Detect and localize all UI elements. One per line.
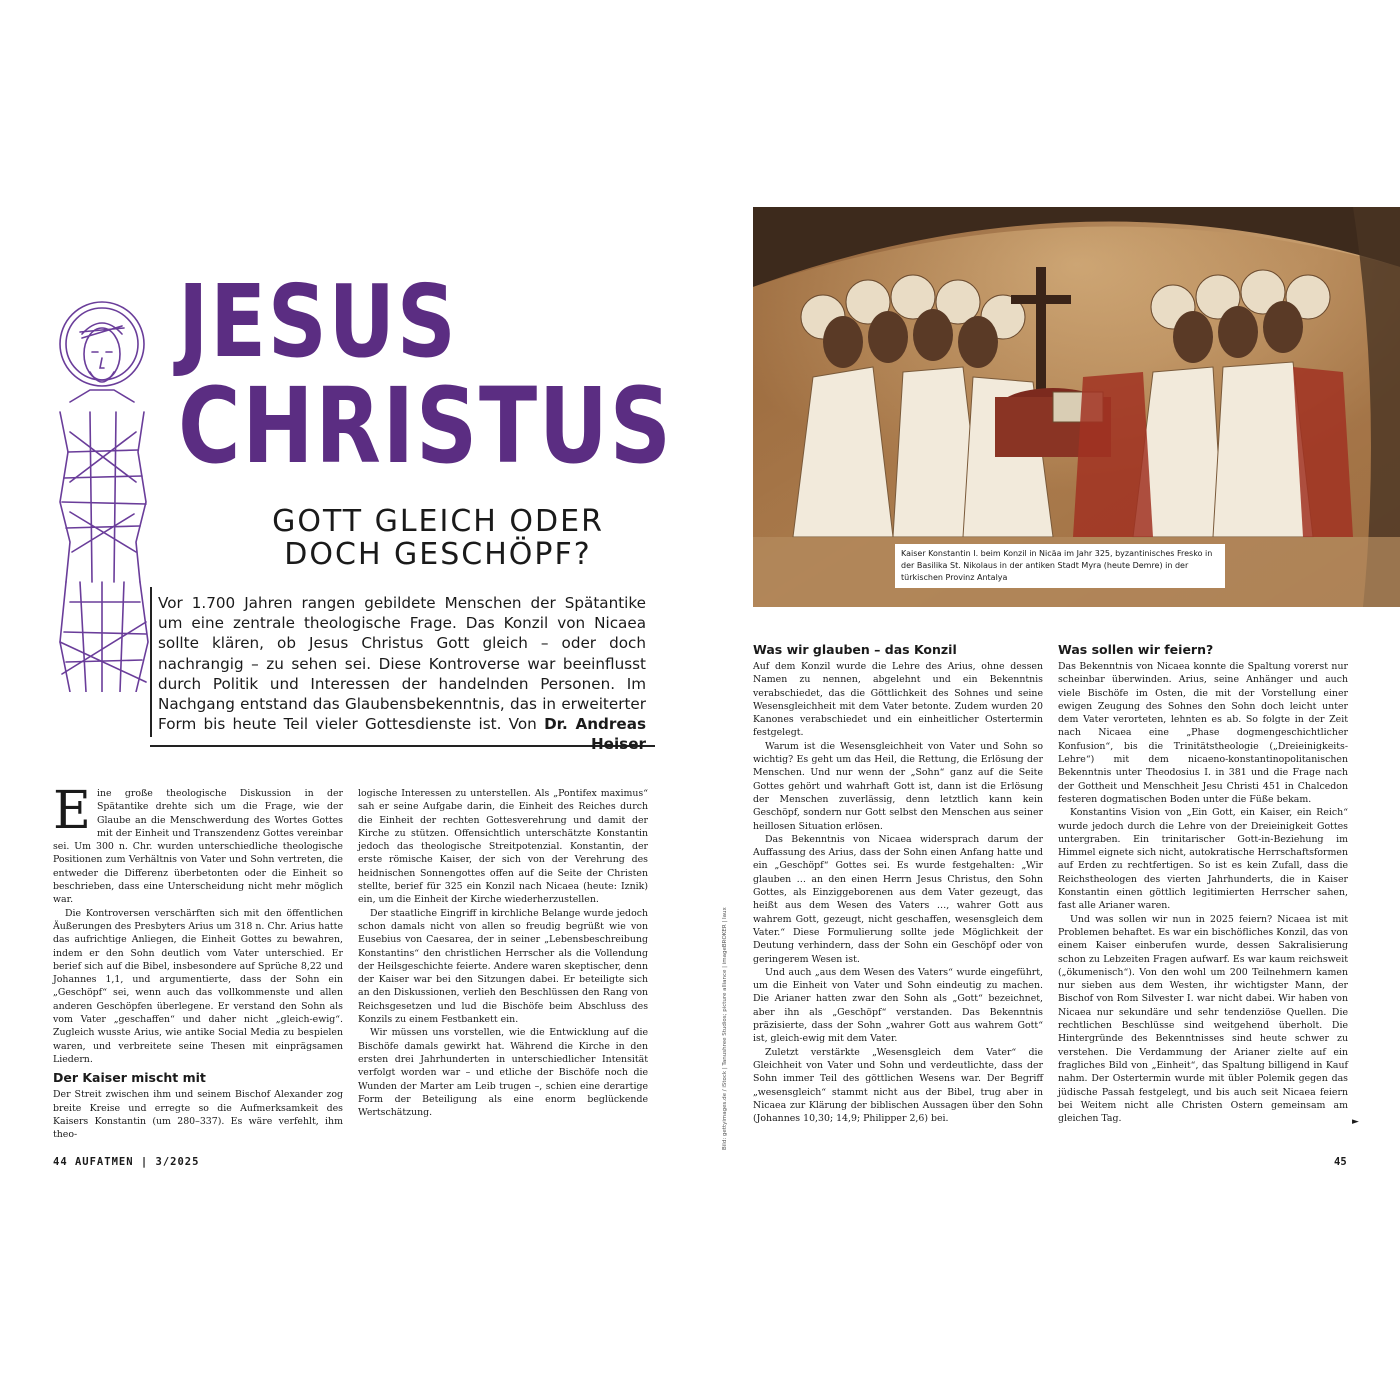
paragraph: Der staatliche Eingriff in kirchliche Belange wurde jedoch schon damals nicht von allen so freudig begrüßt wie von Eusebius von Caesarea, der in seiner „Lebensbeschreibung Konstantins“ den christlichen Herrscher als die Vollendung der Heilsgeschichte feierte. Andere waren skeptischer, denn der Kaiser war bei den Sitzungen dabei. Er beteiligte sich an den Diskussionen, verlieh den Beschlüssen den Rang von Reichsgesetzen und lud die Bischöfe beim Abschluss des Konzils zu einem Festbankett ein. [358,907,648,1026]
paragraph: Der Streit zwischen ihm und seinem Bischof Alexander zog breite Kreise und erregte so die Aufmerksamkeit des Kaisers Konstantin (um 280–337). Es wäre verfehlt, ihm theo- [53,1089,343,1141]
photo-credit-wrapper [722,907,732,1400]
paragraph: Das Bekenntnis von Nicaea widersprach darum der Auffassung des Arius, dass der Sohn einen Anfang hatte und ein „Geschöpf“ Gottes sei. Es wurde festgehalten: „Wir glauben … an den einen Herrn Jesus Christus, den Sohn Gottes, als Einziggeborenen aus dem Vater gezeugt, das heißt aus dem Wesen des Vaters …, wahrer Gott aus wahrem Gott, gezeugt, nicht geschaffen, wesensgleich dem Vater.“ Diese Formulierung sollte jede Möglichkeit der Deutung verhindern, dass der Sohn ein Geschöpf oder von geringerem Wesen ist. [753,833,1043,965]
article-title [178,263,673,487]
lead-paragraph [158,593,646,755]
paragraph: Zuletzt verstärkte „Wesensgleich dem Vater“ die Gleichheit von Vater und Sohn und verdeutlichte, dass der Sohn immer Teil des göttlichen Wesens war. Der Begriff „wesensgleich“ stammt nicht aus der Bibel, trug aber in Nicaea zur Klärung der biblischen Aussagen über den Sohn (Johannes 10,30; 14,9; Philipper 2,6) bei. [753,1046,1043,1125]
paragraph: Konstantins Vision von „Ein Gott, ein Kaiser, ein Reich“ wurde jedoch durch die Lehre von der Dreieinigkeit Gottes untergraben. Ein trinitarischer Gott-in-Beziehung im Himmel eignete sich nicht, autokratische Herrschaftsformen auf Erden zu rechtfertigen. So ist es kein Zufall, dass die Reichstheologen des vierten Jahrhunderts, die in Kaiser Konstantin einen göttlich legitimierten Herrscher sahen, fast alle Arianer waren. [1058,807,1348,912]
body-column-3 [753,638,1043,1125]
paragraph: ine große theologische Diskussion in der Spätantike drehte sich um die Frage, wie der Glaube an die Menschwerdung des Wortes Gottes mit der Einheit und Transzendenz Gottes vereinbar sei. Um 300 n. Chr. wurden unterschiedliche theologische Positionen zum Verhältnis von Vater und Sohn vertreten, die entweder die Differenz überbetonten oder die Einheit so beschrieben, dass eine Unterscheidung nicht mehr möglich war. [53,788,343,906]
paragraph: Warum ist die Wesensgleichheit von Vater und Sohn so wichtig? Es geht um das Heil, die Rettung, die Erlösung der Menschen. Und nur wenn der „Sohn“ ganz auf die Seite Gottes gehört und wahrhaft Gott ist, dann ist die Erlösung der Menschen zuverlässig, denn letztlich kann kein Geschöpf, sondern nur Gott selbst den Menschen aus seiner heillosen Situation erlösen. [753,740,1043,832]
body-column-1 [53,781,343,1141]
subtitle-line-1: GOTT GLEICH ODER [272,504,604,539]
lead-rule-vertical [150,587,152,737]
paragraph: Und auch „aus dem Wesen des Vaters“ wurde eingeführt, um die Einheit von Vater und Sohn eindeutig zu machen. Die Arianer hatten zwar den Sohn als „Gott“ bezeichnet, aber ihn als „Geschöpf“ verstanden. Das Bekenntnis präzisierte, dass der Sohn „wahrer Gott aus wahrem Gott“ ist, gleich-ewig mit dem Vater. [753,966,1043,1045]
paragraph: Wir müssen uns vorstellen, wie die Entwicklung auf die Bischöfe damals gewirkt hat. Während die Kirche in den ersten drei Jahrhunderten in unterschiedlicher Intensität verfolgt worden war – und etliche der Bischöfe noch die Wunden der Marter am Leib trugen –, schien eine derartige Form der Beteiligung als eine enorm beglückende Wertschätzung. [358,1027,648,1119]
paragraph: logische Interessen zu unterstellen. Als „Pontifex maximus“ sah er seine Aufgabe darin, die Einheit des Reiches durch die Einheit der rechten Gottesverehrung und damit der Kirche zu stützen. Offensichtlich unterschätzte Konstantin jedoch das theologische Streitpotenzial. Konstantin, der erste römische Kaiser, der sich von der Verehrung des heidnischen Sonnengottes offen auf die Seite der Christen stellte, berief für 325 ein Konzil nach Nicaea (heute: Iznik) ein, um die Einheit der Kirche wiederherzustellen. [358,788,648,906]
body-column-4 [1058,638,1348,1125]
photo-credit: Bild: gettyimages.de / iStock | Tanushree Studios; picture alliance | imageBROKER | Iaux [722,907,728,1150]
section-heading: Was wir glauben – das Konzil [753,642,957,657]
paragraph: Das Bekenntnis von Nicaea konnte die Spaltung vorerst nur scheinbar überwinden. Arius, seine Anhänger und auch viele Bischöfe im Osten, die mit der Vorstellung einer ewigen Zeugung des Sohnes den Sohn doch leicht unter dem Vater verorteten, lehnten es ab. So folgte in der Zeit nach Nicaea eine „Phase dogmengeschichtlicher Konfusion“, bis die Trinitätstheologie („Dreieinigkeits-Lehre“) mit dem nicaeno-konstantinopolitanischen Bekenntnis unter Theodosius I. in 381 und die Frage nach der Gottheit und Menschheit Jesu Christi 451 in Chalcedon festeren dogmatischen Boden unter die Füße bekam. [1058,661,1348,805]
body-column-2 [358,787,648,1119]
image-caption: Kaiser Konstantin I. beim Konzil in Nicäa im Jahr 325, byzantinisches Fresko in der Basilika St. Nikolaus in der antiken Stadt Myra (heute Demre) in der türkischen Provinz Antalya [895,544,1225,588]
paragraph: Und was sollen wir nun in 2025 feiern? Nicaea ist mit Problemen behaftet. Es war ein bischöfliches Konzil, das von einem Kaiser einberufen wurde, dessen Sakralisierung schon zu Lebzeiten Fragen aufwarf. Es war kaum reichsweit („ökumenisch“). Von den wohl um 200 Teilnehmern kamen nur sieben aus dem Westen, ihr wichtigster Mann, der Bischof von Rom Silvester I. war nicht dabei. Wir haben von Nicaea nur sekundäre und sehr tendenziöse Quellen. Die rechtlichen Beschlüsse sind weitgehend überholt. Die Hintergründe des Bekenntnisses sind heute schwer zu verstehen. Die Verdammung der Arianer zielte auf ein fragliches Bild von „Einheit“, das Spaltung billigend in Kauf nahm. Der Ostertermin wurde mit übler Polemik gegen das jüdische Passah festgelegt, und bis auch seit Nicaea feiern bei Weitem nicht alle Christen Ostern gemeinsam am gleichen Tag. [1058,913,1348,1125]
section-heading: Was sollen wir feiern? [1058,642,1214,657]
author-name: Dr. Andreas Heiser [544,715,646,754]
lead-text: Vor 1.700 Jahren rangen gebildete Menschen der Spätantike um eine zentrale theologische Frage. Das Konzil von Nicaea sollte klären, ob Jesus Christus Gott gleich – oder doch nachrangig – zu sehen sei. Diese Kontroverse war beeinflusst durch Politik und Interessen der handelnden Personen. Im Nachgang entstand das Glaubensbekenntnis, das in erweiterter Form bis heute Teil vieler Gottesdienste ist. Von [158,594,646,734]
title-line-2: CHRISTUS [178,365,673,487]
footer-right-folio: 45 [1334,1156,1347,1168]
continue-arrow-icon: ► [1352,1117,1359,1127]
subtitle-line-2: DOCH GESCHÖPF? [284,537,592,572]
section-heading: Der Kaiser mischt mit [53,1070,206,1086]
article-subtitle [228,505,648,571]
paragraph: Auf dem Konzil wurde die Lehre des Arius, ohne dessen Namen zu nennen, abgelehnt und ein Bekenntnis verabschiedet, das die Göttlichkeit des Sohnes und seine Wesensgleichheit mit dem Vater betonte. Zudem wurden 20 Kanones verabschiedet und ein einheitlicher Ostertermin festgelegt. [753,661,1043,739]
footer-left-folio: 44 AUFATMEN | 3/2025 [53,1156,200,1168]
title-line-1: JESUS [178,263,458,380]
paragraph: Die Kontroversen verschärften sich mit den öffentlichen Äußerungen des Presbyters Arius um 318 n. Chr. Arius hatte das aufrichtige Anliegen, die Einheit Gottes zu bewahren, indem er den Sohn deutlich vom Vater unterschied. Er berief sich auf die Bibel, insbesondere auf Sprüche 8,22 und Johannes 1,1, und argumentierte, dass der Sohn ein „Geschöpf“ sei, wenn auch das vollkommenste und allen anderen Geschöpfen überlegene. Er verstand den Sohn als vom Vater „geschaffen“ und daher nicht „gleich-ewig“. Zugleich wusste Arius, wie antike Social Media zu bespielen waren, und verbreitete seine Thesen mit einprägsamen Liedern. [53,907,343,1065]
drop-cap: E [53,781,91,841]
